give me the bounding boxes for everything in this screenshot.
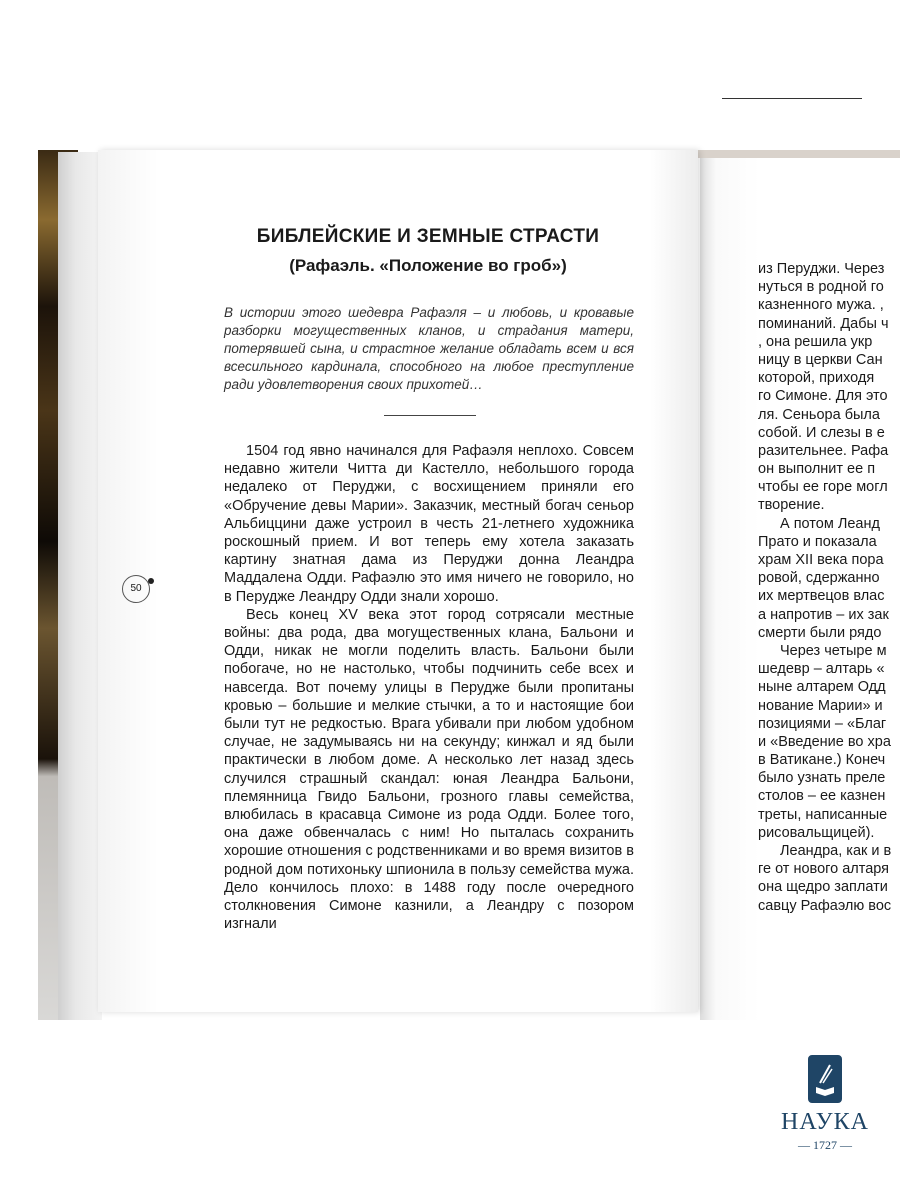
right-page-line: позициями – «Благ (758, 715, 887, 732)
right-page-line: которой, приходя (758, 370, 875, 387)
right-page-line: чтобы ее горе могл (758, 479, 888, 496)
right-page-line: ге от нового алтаря (758, 861, 890, 878)
body-text (224, 442, 634, 933)
right-page-line: рисовальщицей). (758, 824, 875, 841)
right-page-line: Через четыре м (780, 642, 887, 659)
page-stack (58, 152, 102, 1020)
right-page-line: смерти были рядо (758, 624, 882, 641)
right-page-line: шедевр – алтарь « (758, 661, 885, 678)
right-page-line: разительнее. Рафа (758, 442, 889, 459)
publisher-year-value: 1727 (813, 1138, 837, 1152)
right-page-line: храм XII века пора (758, 552, 884, 568)
right-page-line: , она решила укр (758, 333, 873, 350)
book-emblem-icon (808, 1055, 842, 1103)
left-page (98, 150, 698, 1012)
right-page-line: их мертвецов влас (758, 588, 885, 605)
right-page-line: ницу в церкви Сан (758, 351, 883, 368)
right-page-line: он выполнит ее п (758, 461, 876, 478)
right-page-line: было узнать преле (758, 770, 886, 787)
right-page-line: савцу Рафаэлю вос (758, 897, 892, 914)
right-page-line: столов – ее казнен (758, 788, 886, 805)
right-page-text (758, 260, 900, 915)
paragraph: Весь конец XV века этот город сотрясали местные войны: два рода, два могущественных клана, Бальони и Одди, никак не могли поделить власть. Бальони были побогаче, но не настолько, чтобы подчинить себе всех и навсегда. Вот почему улицы в Перудже были пропитаны кровью – большие и мелкие стычки, а то и настоящие бои были тут не редкостью. Врага убивали при любом удобном случае, не задумываясь ни на секунду; кинжал и яд были практически в любом доме. А несколько лет назад здесь случился страшный скандал: юная Леандра Бальони, племянница Гвидо Бальони, грозного главы семейства, влюбилась в красавца Симоне из рода Одди. Более того, она даже обвенчалась с ним! Но пыталась сохранить хорошие отношения с родственниками и во время визитов в родной дом потихоньку шпионила в пользу семейства мужа. Дело кончилось плохо: в 1488 году после очередного столкновения Симоне казнили, а Леандру с позором изгнали (224, 606, 634, 933)
right-page-line: творение. (758, 497, 825, 514)
right-page-line: Прато и показала (758, 533, 877, 550)
right-page-line: из Перуджи. Через (758, 261, 885, 277)
right-page-line: А потом Леанд (780, 515, 880, 532)
right-page-line: треты, написанные (758, 806, 888, 823)
page-number: 50 (122, 575, 150, 603)
chapter-title: БИБЛЕЙСКИЕ И ЗЕМНЫЕ СТРАСТИ (256, 226, 600, 247)
paragraph: 1504 год явно начинался для Рафаэля неплохо. Совсем недавно жители Читта ди Кастелло, небольшого города недалеко от Перуджи, с восхищением приняли его «Обручение девы Марии». Заказчик, местный богач сеньор Альбиццини даже устроил в честь 21-летнего художника роскошный прием. И вот теперь ему хотела заказать картину знатная дама из Перуджи донна Леандра Маддалена Одди. Рафаэлю это имя ничего не говорило, но в Перудже Леандру Одди знали хорошо. (224, 443, 634, 605)
right-page-line: казненного мужа. , (758, 297, 884, 314)
right-page-line: Леандра, как и в (780, 843, 892, 859)
right-page-line: нование Марии» и (758, 697, 883, 714)
publisher-logo (770, 1055, 880, 1165)
right-page-line: в Ватикане.) Конеч (758, 752, 886, 769)
page-number-dot (148, 578, 154, 584)
chapter-subtitle: (Рафаэль. «Положение во гроб») (289, 256, 567, 275)
right-page-line: собой. И слезы в е (758, 424, 885, 441)
intro-paragraph: В истории этого шедевра Рафаэля – и любовь, и кровавые разборки могущественных кланов, и страдания матери, потерявшей сына, и страстное желание обладать всем и вся всесильного кардинала, способного на любое преступление ради удовлетворения своих прихотей… (224, 305, 634, 392)
section-divider (384, 415, 476, 416)
right-page-line: ля. Сеньора была (758, 406, 880, 423)
right-page-line: и «Введение во хра (758, 733, 891, 750)
right-page-line: нуться в родной го (758, 279, 884, 296)
right-page-rule (722, 98, 862, 99)
right-page-line: го Симоне. Для это (758, 388, 888, 405)
right-page-line: ныне алтарем Одд (758, 679, 886, 696)
right-page-line: поминаний. Дабы ч (758, 315, 889, 332)
right-page-line: ровой, сдержанно (758, 570, 880, 587)
right-page-line: а напротив – их зак (758, 606, 889, 623)
publisher-year: — 1727 — (798, 1138, 852, 1152)
right-page-line: она щедро заплати (758, 879, 888, 896)
publisher-name: НАУКА (781, 1109, 869, 1135)
